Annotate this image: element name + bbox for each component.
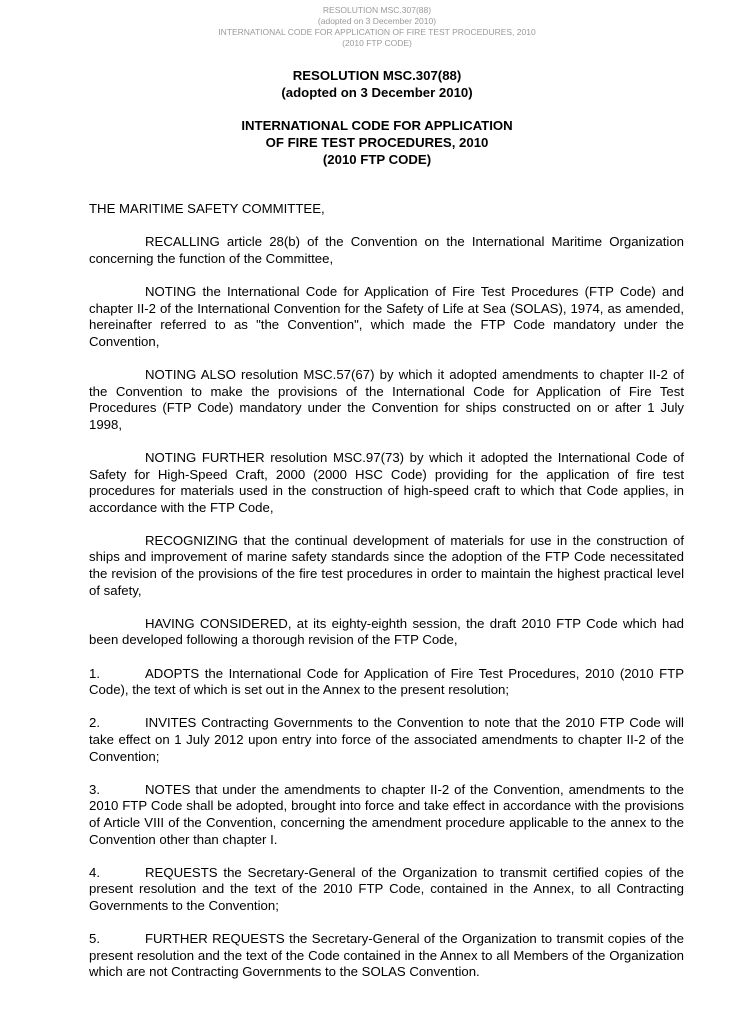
- code-title-line: OF FIRE TEST PROCEDURES, 2010: [265, 135, 489, 150]
- paragraph-text: INVITES Contracting Governments to the Convention to note that the 2010 FTP Code will take effect on 1 July 2012 upon entry into force of the associated amendments to chapter II-2 of the Convention;: [89, 715, 684, 764]
- paragraph-text: ADOPTS the International Code for Application of Fire Test Procedures, 2010 (2010 FTP Code), the text of which is set out in the Annex to the present resolution;: [89, 665, 684, 698]
- operative-paragraph: [89, 931, 684, 981]
- preamble-recognizing: RECOGNIZING that the continual development of materials for use in the construction of ships and improvement of marine safety standards since the adoption of the FTP Code necessitated the revision of the provisions of the fire test procedures in order to maintain the highest practical level of safety,: [89, 532, 684, 598]
- operative-paragraph: [89, 666, 684, 699]
- paragraph-number: 5.: [89, 931, 100, 947]
- resolution-number: RESOLUTION MSC.307(88): [292, 68, 462, 83]
- paragraph-number: 1.: [89, 665, 100, 681]
- preamble-noting-further: NOTING FURTHER resolution MSC.97(73) by which it adopted the International Code of Safety for High-Speed Craft, 2000 (2000 HSC Code) providing for the application of fire test procedures for materials used in the construction of high-speed craft to which that Code applies, in accordance with the FTP Code,: [89, 449, 684, 515]
- preamble-noting-also: NOTING ALSO resolution MSC.57(67) by which it adopted amendments to chapter II-2 of the Convention to make the provisions of the International Code for Application of Fire Test Procedures (FTP Code) mandatory under the Convention for ships constructed on or after 1 July 1998,: [89, 366, 684, 432]
- running-header-line: INTERNATIONAL CODE FOR APPLICATION OF FIRE TEST PROCEDURES, 2010: [218, 27, 536, 37]
- preamble-having-considered: HAVING CONSIDERED, at its eighty-eighth session, the draft 2010 FTP Code which had been developed following a thorough revision of the FTP Code,: [89, 615, 684, 648]
- paragraph-text: NOTES that under the amendments to chapter II-2 of the Convention, amendments to the 2010 FTP Code shall be adopted, brought into force and take effect in accordance with the provisions of Article VIII of the Convention, concerning the amendment procedure applicable to the annex to the Convention other than chapter I.: [89, 781, 684, 847]
- committee-heading: THE MARITIME SAFETY COMMITTEE,: [89, 201, 325, 216]
- paragraph-text: REQUESTS the Secretary-General of the Organization to transmit certified copies of the present resolution and the text of the 2010 FTP Code, contained in the Annex, to all Contracting Governments to the Convention;: [89, 864, 684, 913]
- code-title-line: INTERNATIONAL CODE FOR APPLICATION: [241, 118, 513, 133]
- running-header-line: (adopted on 3 December 2010): [317, 16, 437, 26]
- paragraph-text: FURTHER REQUESTS the Secretary-General of the Organization to transmit copies of the present resolution and the text of the Code contained in the Annex to all Members of the Organization which are not Contracting Governments to the SOLAS Convention.: [89, 931, 684, 980]
- adoption-date: (adopted on 3 December 2010): [281, 85, 473, 100]
- operative-paragraph: [89, 782, 684, 848]
- code-title-line: (2010 FTP CODE): [322, 152, 432, 167]
- running-header-line: RESOLUTION MSC.307(88): [322, 5, 432, 15]
- preamble-noting: NOTING the International Code for Application of Fire Test Procedures (FTP Code) and chapter II-2 of the International Convention for the Safety of Life at Sea (SOLAS), 1974, as amended, hereinafter referred to as "the Convention", which made the FTP Code mandatory under the Convention,: [89, 283, 684, 349]
- running-header: [0, 5, 754, 49]
- document-title: [0, 67, 754, 168]
- paragraph-number: 2.: [89, 715, 100, 731]
- operative-paragraph: [89, 865, 684, 915]
- preamble-recalling: RECALLING article 28(b) of the Convention on the International Maritime Organization concerning the function of the Committee,: [89, 234, 684, 266]
- document-body: [89, 201, 684, 998]
- operative-paragraph: [89, 715, 684, 765]
- running-header-line: (2010 FTP CODE): [342, 38, 412, 48]
- paragraph-number: 4.: [89, 864, 100, 880]
- paragraph-number: 3.: [89, 781, 100, 797]
